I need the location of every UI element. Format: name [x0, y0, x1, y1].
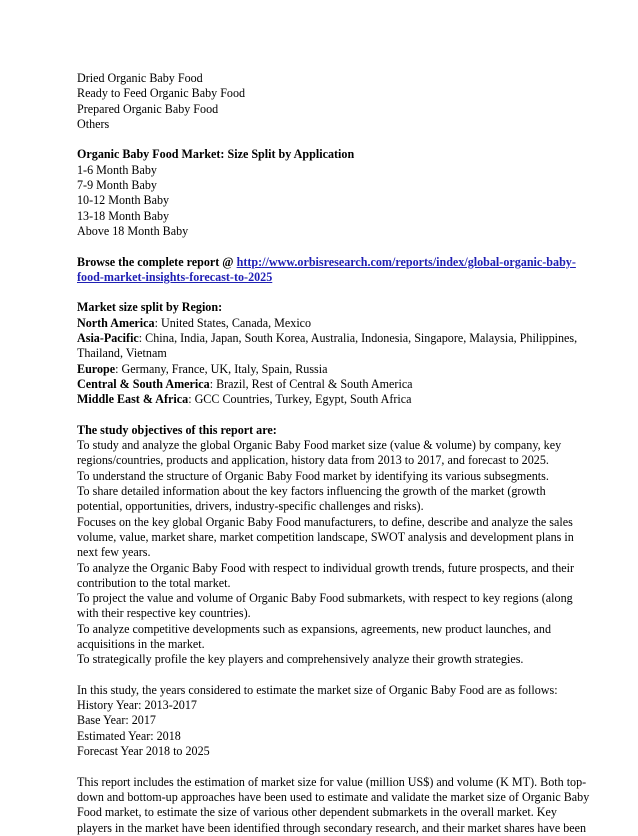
estimation-line: Food market, to estimate the size of various other dependent submarkets in the overall market. Key [77, 805, 557, 820]
objectives-line: next few years. [77, 545, 151, 560]
objectives-section [77, 422, 575, 668]
type-item: Ready to Feed Organic Baby Food [77, 86, 246, 101]
spacer [77, 239, 567, 254]
region-label: Europe [77, 361, 116, 376]
region-value: : GCC Countries, Turkey, Egypt, South Africa [188, 392, 412, 407]
estimation-line: players in the market have been identified through secondary research, and their market shares have been [77, 820, 587, 835]
objectives-line: To study and analyze the global Organic Baby Food market size (value & volume) by company, key [77, 438, 562, 453]
region-value: : United States, Canada, Mexico [154, 315, 312, 330]
application-item: Above 18 Month Baby [77, 223, 189, 238]
application-item: 10-12 Month Baby [77, 193, 170, 208]
objectives-line: To strategically profile the key players and comprehensively analyze their growth strategies. [77, 652, 524, 667]
objectives-line: potential, opportunities, drivers, industry-specific challenges and risks). [77, 499, 424, 514]
type-item: Dried Organic Baby Food [77, 71, 203, 85]
region-section [77, 300, 578, 407]
region-asia-pacific [77, 331, 578, 346]
type-item: Prepared Organic Baby Food [77, 101, 219, 116]
base-year: Base Year: 2017 [77, 713, 156, 728]
years-section [77, 683, 567, 759]
region-label: North America [77, 315, 155, 330]
objectives-line: To share detailed information about the key factors influencing the growth of the market (growth [77, 484, 546, 499]
estimation-line: down and bottom-up approaches have been used to estimate and validate the market size of Organic Baby [77, 789, 590, 804]
objectives-heading: The study objectives of this report are: [77, 422, 277, 437]
objectives-line: regions/countries, products and application, history data from 2013 to 2017, and forecast to 2025. [77, 453, 549, 468]
region-heading: Market size split by Region: [77, 300, 223, 315]
estimation-line: This report includes the estimation of market size for value (million US$) and volume (K MT). Both top- [77, 774, 587, 789]
browse-section [77, 254, 576, 286]
region-central-south-america [77, 377, 567, 392]
estimated-year: Estimated Year: 2018 [77, 728, 181, 743]
report-link[interactable]: http://www.orbisresearch.com/reports/index/global-organic-baby- [236, 254, 576, 269]
spacer [77, 759, 567, 774]
region-value: : Brazil, Rest of Central & South America [209, 376, 413, 391]
objectives-line: Focuses on the key global Organic Baby Food manufacturers, to define, describe and analyze the sales [77, 514, 573, 529]
spacer [77, 408, 567, 423]
years-intro: In this study, the years considered to estimate the market size of Organic Baby Food are as follows: [77, 682, 558, 697]
region-value: : China, India, Japan, South Korea, Australia, Indonesia, Singapore, Malaysia, Philippines, [138, 331, 578, 346]
application-section [77, 147, 567, 239]
region-label: Asia-Pacific [77, 331, 139, 346]
region-north-america [77, 316, 567, 331]
objectives-line: acquisitions in the market. [77, 636, 205, 651]
application-item: 7-9 Month Baby [77, 178, 157, 193]
type-item: Others [77, 116, 110, 131]
type-list [77, 71, 567, 132]
objectives-line: volume, value, market share, market competition landscape, SWOT analysis and development plans in [77, 529, 574, 544]
objectives-line: To analyze competitive developments such as expansions, agreements, new product launches, and [77, 621, 552, 636]
spacer [77, 668, 567, 683]
document-page [77, 71, 590, 836]
region-value: : Germany, France, UK, Italy, Spain, Russia [115, 361, 328, 376]
forecast-year: Forecast Year 2018 to 2025 [77, 744, 210, 759]
spacer [77, 132, 567, 147]
browse-prefix: Browse the complete report @ [77, 254, 237, 269]
region-label: Middle East & Africa [77, 392, 189, 407]
estimation-section [77, 774, 590, 836]
objectives-line: with their respective key countries). [77, 606, 251, 621]
report-link-continued[interactable]: food-market-insights-forecast-to-2025 [77, 269, 273, 284]
objectives-line: To understand the structure of Organic Baby Food market by identifying its various subsegments. [77, 468, 549, 483]
region-label: Central & South America [77, 376, 210, 391]
region-europe [77, 362, 567, 377]
region-value-continued: Thailand, Vietnam [77, 346, 167, 361]
application-item: 1-6 Month Baby [77, 162, 157, 177]
objectives-line: contribution to the total market. [77, 575, 231, 590]
region-middle-east-africa [77, 392, 567, 407]
history-year: History Year: 2013-2017 [77, 698, 197, 713]
application-item: 13-18 Month Baby [77, 208, 170, 223]
objectives-line: To project the value and volume of Organic Baby Food submarkets, with respect to key regions (along [77, 591, 573, 606]
application-heading: Organic Baby Food Market: Size Split by Application [77, 147, 355, 162]
spacer [77, 285, 567, 300]
objectives-line: To analyze the Organic Baby Food with respect to individual growth trends, future prospects, and their [77, 560, 575, 575]
